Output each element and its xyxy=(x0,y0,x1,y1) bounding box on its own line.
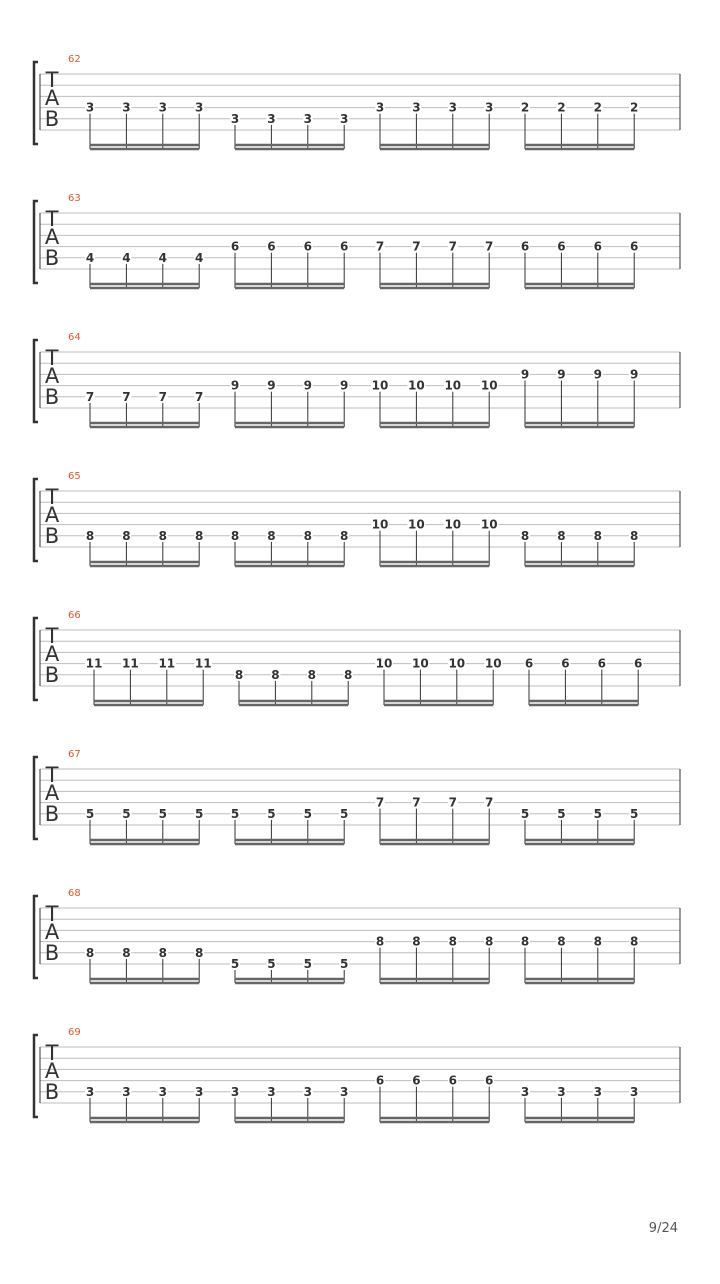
fret-number: 6 xyxy=(597,656,606,671)
tab-system-64 xyxy=(34,332,680,427)
fret-number: 8 xyxy=(557,528,566,543)
fret-number: 11 xyxy=(194,656,212,671)
fret-number: 7 xyxy=(375,239,385,254)
fret-number: 6 xyxy=(524,656,534,671)
tab-clef-t: T xyxy=(45,624,59,648)
tab-system-67 xyxy=(34,749,680,844)
fret-number: 3 xyxy=(303,1084,312,1099)
fret-number: 7 xyxy=(412,795,421,810)
fret-number: 6 xyxy=(303,239,312,254)
fret-number: 8 xyxy=(85,528,95,543)
tab-clef-t: T xyxy=(45,763,59,787)
fret-number: 7 xyxy=(485,795,494,810)
fret-number: 10 xyxy=(480,378,498,393)
tab-clef-b: B xyxy=(44,246,60,270)
fret-number: 6 xyxy=(485,1073,494,1088)
tab-clef-b: B xyxy=(44,1080,60,1104)
fret-number: 2 xyxy=(520,100,530,115)
tab-system-62 xyxy=(34,54,680,149)
fret-number: 9 xyxy=(230,378,240,393)
fret-number: 2 xyxy=(593,100,602,115)
fret-number: 5 xyxy=(630,806,639,821)
tab-clef-t: T xyxy=(45,485,59,509)
fret-number: 8 xyxy=(122,945,131,960)
tab-system-66 xyxy=(34,610,680,705)
measure-number: 67 xyxy=(68,749,81,760)
system-bracket xyxy=(34,1035,38,1117)
system-bracket xyxy=(34,201,38,283)
fret-number: 3 xyxy=(267,1084,276,1099)
fret-number: 8 xyxy=(344,667,353,682)
measure-number: 65 xyxy=(68,471,81,482)
fret-number: 7 xyxy=(85,389,95,404)
tab-system-63 xyxy=(34,193,680,288)
tab-clef-a: A xyxy=(44,86,60,110)
fret-number: 5 xyxy=(340,806,349,821)
fret-number: 6 xyxy=(593,239,602,254)
tab-clef-b: B xyxy=(44,663,60,687)
fret-number: 10 xyxy=(371,517,389,532)
fret-number: 10 xyxy=(480,517,498,532)
fret-number: 3 xyxy=(195,1084,204,1099)
tab-clef-t: T xyxy=(45,902,59,926)
fret-number: 3 xyxy=(267,111,276,126)
fret-number: 5 xyxy=(122,806,131,821)
tab-system-69 xyxy=(34,1027,680,1122)
tab-clef-a: A xyxy=(44,781,60,805)
measure-number: 64 xyxy=(68,332,81,343)
fret-number: 9 xyxy=(593,367,602,382)
fret-number: 9 xyxy=(340,378,349,393)
tab-clef-b: B xyxy=(44,107,60,131)
tab-clef-a: A xyxy=(44,225,60,249)
measure-number: 63 xyxy=(68,193,81,204)
fret-number: 8 xyxy=(412,934,421,949)
fret-number: 6 xyxy=(520,239,530,254)
tab-clef-a: A xyxy=(44,503,60,527)
fret-number: 6 xyxy=(561,656,570,671)
fret-number: 3 xyxy=(375,100,385,115)
system-bracket xyxy=(34,896,38,978)
fret-number: 5 xyxy=(520,806,530,821)
fret-number: 7 xyxy=(375,795,385,810)
fret-number: 7 xyxy=(448,239,457,254)
fret-number: 8 xyxy=(271,667,280,682)
fret-number: 8 xyxy=(485,934,494,949)
fret-number: 5 xyxy=(158,806,167,821)
fret-number: 10 xyxy=(444,517,462,532)
fret-number: 11 xyxy=(122,656,139,671)
fret-number: 8 xyxy=(122,528,131,543)
fret-number: 6 xyxy=(412,1073,421,1088)
fret-number: 6 xyxy=(267,239,276,254)
fret-number: 4 xyxy=(158,250,167,265)
fret-number: 10 xyxy=(412,656,429,671)
measure-number: 68 xyxy=(68,888,81,899)
measure-number: 62 xyxy=(68,54,81,65)
fret-number: 8 xyxy=(230,528,240,543)
fret-number: 3 xyxy=(630,1084,639,1099)
fret-number: 8 xyxy=(158,945,167,960)
tab-clef-b: B xyxy=(44,385,60,409)
system-bracket xyxy=(34,62,38,144)
tab-system-68 xyxy=(34,888,680,983)
fret-number: 10 xyxy=(408,378,425,393)
fret-number: 8 xyxy=(593,528,602,543)
fret-number: 5 xyxy=(303,957,312,971)
page-indicator: 9/24 xyxy=(648,1221,678,1236)
fret-number: 8 xyxy=(630,934,639,949)
fret-number: 8 xyxy=(520,934,530,949)
fret-number: 7 xyxy=(158,389,167,404)
fret-number: 8 xyxy=(557,934,566,949)
fret-number: 3 xyxy=(412,100,421,115)
fret-number: 5 xyxy=(340,957,349,971)
fret-number: 10 xyxy=(484,656,502,671)
fret-number: 7 xyxy=(412,239,421,254)
fret-number: 5 xyxy=(230,957,240,971)
fret-number: 6 xyxy=(634,656,643,671)
tab-clef-b: B xyxy=(44,941,60,965)
fret-number: 6 xyxy=(375,1073,385,1088)
tab-clef-t: T xyxy=(45,207,59,231)
fret-number: 3 xyxy=(303,111,312,126)
fret-number: 8 xyxy=(593,934,602,949)
fret-number: 11 xyxy=(158,656,176,671)
tab-clef-b: B xyxy=(44,524,60,548)
tab-clef-t: T xyxy=(45,346,59,370)
system-bracket xyxy=(34,757,38,839)
fret-number: 9 xyxy=(520,367,530,382)
fret-number: 8 xyxy=(375,934,385,949)
fret-number: 10 xyxy=(408,517,425,532)
fret-number: 10 xyxy=(375,656,393,671)
fret-number: 10 xyxy=(371,378,389,393)
fret-number: 6 xyxy=(557,239,566,254)
fret-number: 8 xyxy=(303,528,312,543)
fret-number: 4 xyxy=(85,250,95,265)
fret-number: 8 xyxy=(158,528,167,543)
tab-clef-t: T xyxy=(45,1041,59,1065)
fret-number: 6 xyxy=(230,239,240,254)
fret-number: 5 xyxy=(230,806,240,821)
fret-number: 8 xyxy=(340,528,349,543)
fret-number: 8 xyxy=(630,528,639,543)
fret-number: 3 xyxy=(230,111,240,126)
fret-number: 3 xyxy=(485,100,494,115)
fret-number: 9 xyxy=(557,367,566,382)
measure-number: 69 xyxy=(68,1027,81,1038)
fret-number: 8 xyxy=(448,934,457,949)
fret-number: 8 xyxy=(195,945,204,960)
fret-number: 3 xyxy=(158,100,167,115)
system-bracket xyxy=(34,618,38,700)
fret-number: 7 xyxy=(195,389,204,404)
fret-number: 5 xyxy=(593,806,602,821)
fret-number: 3 xyxy=(557,1084,566,1099)
fret-number: 10 xyxy=(444,378,462,393)
fret-number: 5 xyxy=(195,806,204,821)
fret-number: 6 xyxy=(630,239,639,254)
fret-number: 3 xyxy=(593,1084,602,1099)
fret-number: 3 xyxy=(85,1084,95,1099)
fret-number: 9 xyxy=(303,378,312,393)
fret-number: 4 xyxy=(122,250,131,265)
fret-number: 6 xyxy=(340,239,349,254)
fret-number: 5 xyxy=(267,957,276,971)
fret-number: 5 xyxy=(267,806,276,821)
fret-number: 10 xyxy=(448,656,466,671)
fret-number: 5 xyxy=(85,806,95,821)
fret-number: 8 xyxy=(267,528,276,543)
fret-number: 5 xyxy=(557,806,566,821)
fret-number: 9 xyxy=(630,367,639,382)
fret-number: 3 xyxy=(122,100,131,115)
tab-clef-t: T xyxy=(45,68,59,92)
tab-clef-a: A xyxy=(44,364,60,388)
fret-number: 5 xyxy=(303,806,312,821)
fret-number: 7 xyxy=(122,389,131,404)
fret-number: 8 xyxy=(307,667,316,682)
fret-number: 3 xyxy=(340,1084,349,1099)
tab-clef-b: B xyxy=(44,802,60,826)
fret-number: 6 xyxy=(448,1073,457,1088)
tab-clef-a: A xyxy=(44,642,60,666)
fret-number: 3 xyxy=(230,1084,240,1099)
fret-number: 8 xyxy=(520,528,530,543)
fret-number: 3 xyxy=(340,111,349,126)
tab-clef-a: A xyxy=(44,920,60,944)
fret-number: 8 xyxy=(234,667,244,682)
measure-number: 66 xyxy=(68,610,81,621)
fret-number: 3 xyxy=(122,1084,131,1099)
fret-number: 8 xyxy=(195,528,204,543)
fret-number: 3 xyxy=(158,1084,167,1099)
fret-number: 2 xyxy=(630,100,639,115)
fret-number: 4 xyxy=(195,250,204,265)
fret-number: 3 xyxy=(520,1084,530,1099)
fret-number: 2 xyxy=(557,100,566,115)
fret-number: 8 xyxy=(85,945,95,960)
tab-clef-a: A xyxy=(44,1059,60,1083)
fret-number: 9 xyxy=(267,378,276,393)
fret-number: 11 xyxy=(85,656,103,671)
fret-number: 3 xyxy=(85,100,95,115)
fret-number: 3 xyxy=(195,100,204,115)
fret-number: 7 xyxy=(485,239,494,254)
tab-system-65 xyxy=(34,471,680,566)
system-bracket xyxy=(34,479,38,561)
system-bracket xyxy=(34,340,38,422)
fret-number: 7 xyxy=(448,795,457,810)
fret-number: 3 xyxy=(448,100,457,115)
